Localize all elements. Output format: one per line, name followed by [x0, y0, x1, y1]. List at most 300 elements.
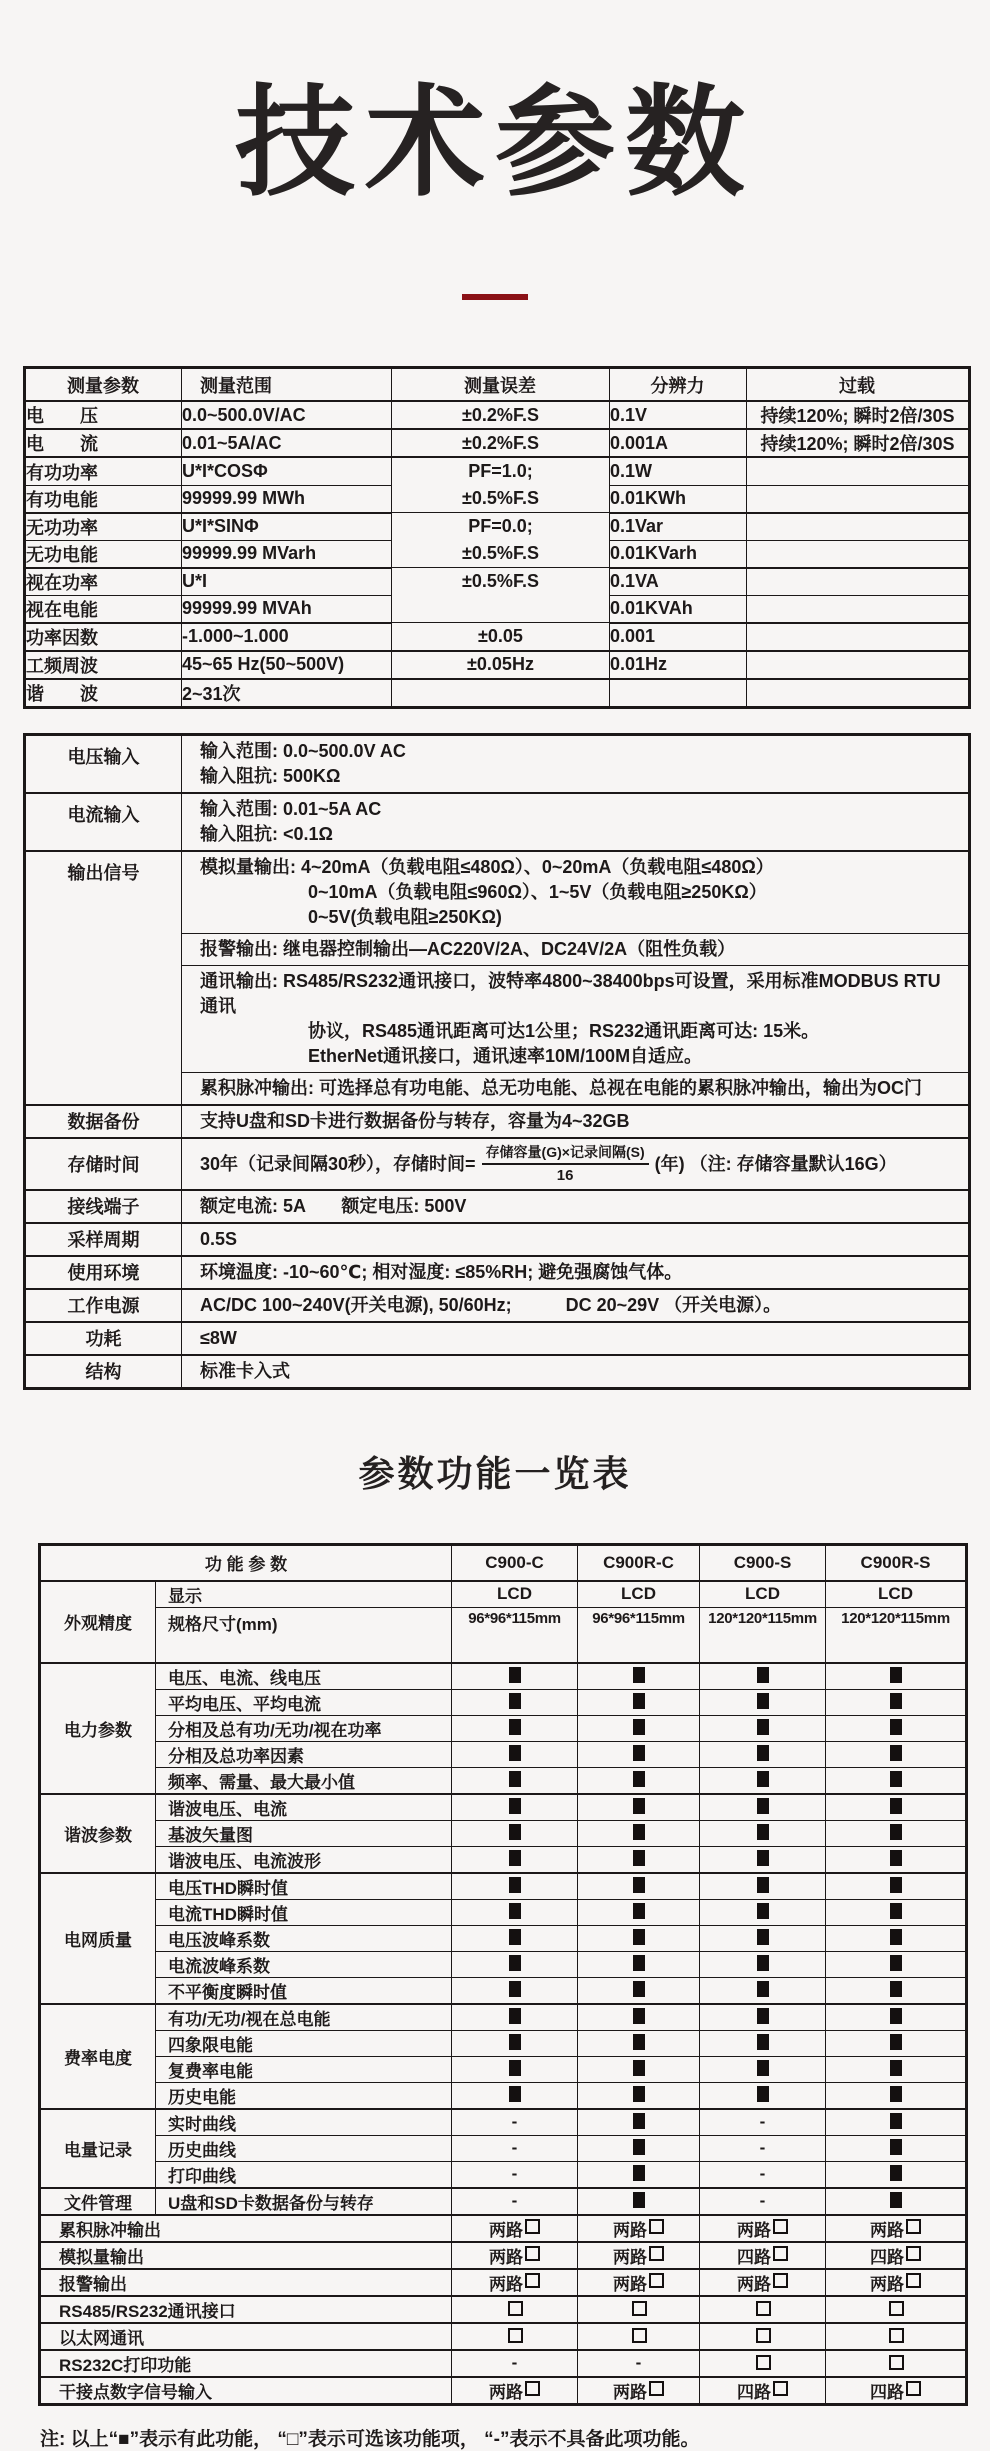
filled-square-icon [890, 1955, 902, 1971]
feature-mark-cell [700, 2056, 826, 2082]
feature-mark-cell: LCD [452, 1581, 578, 1608]
mark-label: 两路 [870, 2274, 905, 2294]
page-title: 技术参数 [235, 76, 755, 210]
feature-mark-cell [578, 1873, 700, 1900]
feature-mark-cell [700, 1767, 826, 1794]
mark-label: 两路 [489, 2220, 524, 2240]
filled-square-icon [757, 1903, 769, 1919]
spec-line: 输入范围: 0.01~5A AC [200, 798, 382, 819]
feature-mark-cell [826, 2056, 967, 2082]
filled-square-icon [757, 1877, 769, 1893]
spec-content-cell [182, 1105, 970, 1138]
table-row [40, 1715, 967, 1741]
feature-mark-cell [826, 2004, 967, 2031]
feature-mark-cell [578, 2056, 700, 2082]
col-header-overload: 过载 [747, 368, 970, 402]
table-row [40, 1925, 967, 1951]
feature-mark-cell [452, 2082, 578, 2109]
filled-square-icon [633, 2008, 645, 2024]
feature-label-cell: 电流波峰系数 [156, 1951, 452, 1977]
cell-res: 0.01KWh [610, 485, 747, 513]
spec-line: 额定电流: 5A 额定电压: 500V [200, 1195, 467, 1216]
filled-square-icon [890, 2165, 902, 2181]
filled-square-icon [509, 1771, 521, 1787]
filled-square-icon [509, 1981, 521, 1997]
feature-mark-cell: - [452, 2135, 578, 2161]
spec-line: 环境温度: -10~60℃; 相对湿度: ≤85%RH; 避免强腐蚀气体。 [200, 1261, 683, 1282]
filled-square-icon [509, 1903, 521, 1919]
spec-label-cell: 采样周期 [25, 1223, 182, 1256]
filled-square-icon [890, 1667, 902, 1683]
filled-square-icon [890, 2113, 902, 2129]
cell-err: ±0.2%F.S [392, 401, 610, 429]
cell-res [610, 679, 747, 708]
feature-mark-cell [578, 1846, 700, 1873]
cell-ovl [747, 595, 970, 623]
filled-square-icon [757, 2008, 769, 2024]
feature-mark-cell [578, 2161, 700, 2188]
feature-mark-cell [578, 1951, 700, 1977]
group-label-cell: 电力参数 [40, 1663, 156, 1794]
filled-square-icon [757, 1981, 769, 1997]
feature-mark-cell [700, 1925, 826, 1951]
feature-label-cell: U盘和SD卡数据备份与转存 [156, 2188, 452, 2215]
filled-square-icon [509, 2008, 521, 2024]
table-row [40, 1767, 967, 1794]
open-square-icon [525, 2381, 540, 2396]
spec-line: 输入范围: 0.0~500.0V AC [200, 740, 406, 761]
table-row [25, 679, 970, 708]
feature-mark-cell [700, 1689, 826, 1715]
feature-mark-cell: LCD [826, 1581, 967, 1608]
filled-square-icon [509, 2060, 521, 2076]
feature-mark-cell [700, 2377, 826, 2405]
open-square-icon [756, 2328, 771, 2343]
feature-mark-cell [826, 1767, 967, 1794]
table-row [40, 2188, 967, 2215]
feature-label-cell: 复费率电能 [156, 2056, 452, 2082]
feature-mark-cell [578, 2269, 700, 2296]
feature-mark-cell [452, 1663, 578, 1690]
cell-param: 视在电能 [25, 595, 182, 623]
spec-line: 输入阻抗: <0.1Ω [200, 823, 333, 844]
cell-res: 0.001 [610, 623, 747, 651]
filled-square-icon [633, 2086, 645, 2102]
model-col-header: C900R-S [826, 1544, 967, 1581]
cell-range: -1.000~1.000 [182, 623, 392, 651]
filled-square-icon [890, 2139, 902, 2155]
group-label-cell: 电网质量 [40, 1873, 156, 2004]
feature-mark-cell [452, 2215, 578, 2242]
filled-square-icon [633, 1745, 645, 1761]
table-row [40, 2030, 967, 2056]
cell-res: 0.1Var [610, 513, 747, 541]
cell-res: 0.1V [610, 401, 747, 429]
merged-line: ±0.5%F.S [462, 488, 539, 509]
filled-square-icon [633, 1903, 645, 1919]
table-row [25, 734, 970, 793]
cell-err: ±0.05Hz [392, 651, 610, 679]
open-square-icon [889, 2301, 904, 2316]
open-square-icon [889, 2355, 904, 2370]
open-square-icon [906, 2219, 921, 2234]
feature-mark-cell [826, 2215, 967, 2242]
feature-label-cell: 模拟量输出 [40, 2242, 452, 2269]
cell-param: 功率因数 [25, 623, 182, 651]
open-square-icon [508, 2328, 523, 2343]
cell-param: 谐 波 [25, 679, 182, 708]
cell-ovl [747, 540, 970, 568]
feature-mark-cell: 120*120*115mm [700, 1607, 826, 1663]
cell-res: 0.001A [610, 429, 747, 457]
table-row [25, 651, 970, 679]
cell-ovl [747, 513, 970, 541]
feature-mark-cell: - [578, 2350, 700, 2377]
feature-mark-cell [578, 1820, 700, 1846]
feature-mark-cell [578, 1741, 700, 1767]
open-square-icon [525, 2246, 540, 2261]
filled-square-icon [890, 1798, 902, 1814]
feature-label-cell: 谐波电压、电流波形 [156, 1846, 452, 1873]
feature-mark-cell [452, 2004, 578, 2031]
spec-content-cell [182, 965, 970, 1072]
feature-mark-cell [700, 1951, 826, 1977]
spec-content-cell [182, 933, 970, 965]
open-square-icon [649, 2381, 664, 2396]
feature-mark-cell [700, 1899, 826, 1925]
feature-mark-cell [452, 2030, 578, 2056]
filled-square-icon [633, 1798, 645, 1814]
feature-mark-cell [452, 1689, 578, 1715]
filled-square-icon [890, 1824, 902, 1840]
table-row [40, 2109, 967, 2136]
spec-label-cell: 数据备份 [25, 1105, 182, 1138]
cell-range: 99999.99 MVAh [182, 595, 392, 623]
filled-square-icon [890, 1877, 902, 1893]
model-col-header: C900-S [700, 1544, 826, 1581]
feature-label-cell: 实时曲线 [156, 2109, 452, 2136]
feature-mark-cell [826, 2082, 967, 2109]
feature-mark-cell [826, 2350, 967, 2377]
filled-square-icon [890, 1745, 902, 1761]
feature-mark-cell [452, 1846, 578, 1873]
cell-range: U*I [182, 568, 392, 596]
cell-res: 0.1VA [610, 568, 747, 596]
open-square-icon [906, 2381, 921, 2396]
feature-mark-cell [700, 2215, 826, 2242]
filled-square-icon [633, 2113, 645, 2129]
mark-label: 四路 [737, 2247, 772, 2267]
filled-square-icon [633, 2165, 645, 2181]
cell-res: 0.01KVarh [610, 540, 747, 568]
cell-param: 工频周波 [25, 651, 182, 679]
table-row [40, 2161, 967, 2188]
filled-square-icon [633, 1719, 645, 1735]
table-row [40, 1977, 967, 2004]
feature-label-cell: 历史电能 [156, 2082, 452, 2109]
feature-label-cell: 打印曲线 [156, 2161, 452, 2188]
feature-mark-cell [452, 1925, 578, 1951]
feature-label-cell: 谐波电压、电流 [156, 1794, 452, 1821]
feature-mark-cell [826, 1873, 967, 1900]
filled-square-icon [890, 2034, 902, 2050]
feature-label-cell: 电压THD瞬时值 [156, 1873, 452, 1900]
feature-mark-cell [826, 2161, 967, 2188]
filled-square-icon [757, 2034, 769, 2050]
feature-mark-cell [700, 2030, 826, 2056]
feature-mark-cell [578, 1663, 700, 1690]
spec-content-cell [182, 734, 970, 793]
filled-square-icon [757, 1693, 769, 1709]
cell-err [392, 568, 610, 623]
feature-mark-cell [578, 1794, 700, 1821]
filled-square-icon [890, 2192, 902, 2208]
open-square-icon [649, 2219, 664, 2234]
table-row [25, 851, 970, 934]
cell-ovl [747, 568, 970, 596]
cell-err [392, 513, 610, 568]
table-row [25, 1256, 970, 1289]
filled-square-icon [633, 2060, 645, 2076]
open-square-icon [773, 2219, 788, 2234]
feature-mark-cell: - [452, 2350, 578, 2377]
filled-square-icon [633, 2192, 645, 2208]
table-row [25, 1105, 970, 1138]
filled-square-icon [509, 1719, 521, 1735]
feature-mark-cell [826, 2269, 967, 2296]
feature-mark-cell [700, 1741, 826, 1767]
filled-square-icon [509, 2086, 521, 2102]
spec-label-cell: 工作电源 [25, 1289, 182, 1322]
fraction-numerator: 存储容量(G)×记录间隔(S) [482, 1142, 649, 1165]
table-row [25, 401, 970, 429]
merged-line: PF=0.0; [468, 516, 533, 537]
filled-square-icon [633, 2139, 645, 2155]
table-row [25, 1223, 970, 1256]
feature-mark-cell: - [700, 2188, 826, 2215]
merged-line: ±0.5%F.S [462, 571, 539, 592]
feature-label-cell: 分相及总有功/无功/视在功率 [156, 1715, 452, 1741]
group-label-cell: 文件管理 [40, 2188, 156, 2215]
feature-mark-cell [700, 2082, 826, 2109]
filled-square-icon [890, 2086, 902, 2102]
table-row [40, 2004, 967, 2031]
feature-mark-cell [826, 2323, 967, 2350]
cell-ovl [747, 457, 970, 485]
mark-label: 两路 [613, 2220, 648, 2240]
open-square-icon [906, 2273, 921, 2288]
cell-range: 99999.99 MVarh [182, 540, 392, 568]
group-label-cell: 电量记录 [40, 2109, 156, 2188]
table-row [40, 1820, 967, 1846]
feature-mark-cell [578, 2296, 700, 2323]
spec-line: 0~10mA（负载电阻≤960Ω）、1~5V（负载电阻≥250KΩ） [308, 881, 767, 902]
feature-mark-cell [826, 2242, 967, 2269]
feature-label-cell: 报警输出 [40, 2269, 452, 2296]
mark-label: 两路 [489, 2274, 524, 2294]
table-row [40, 1794, 967, 1821]
cell-range: U*I*SINΦ [182, 513, 392, 541]
open-square-icon [773, 2381, 788, 2396]
table-row [40, 2056, 967, 2082]
open-square-icon [649, 2273, 664, 2288]
filled-square-icon [757, 1824, 769, 1840]
filled-square-icon [633, 2034, 645, 2050]
table-header-row [25, 368, 970, 402]
filled-square-icon [509, 1850, 521, 1866]
feature-mark-cell [826, 1977, 967, 2004]
table-row [40, 2215, 967, 2242]
open-square-icon [649, 2246, 664, 2261]
table-row [40, 1846, 967, 1873]
mark-label: 四路 [870, 2247, 905, 2267]
filled-square-icon [509, 1667, 521, 1683]
cell-res: 0.01KVAh [610, 595, 747, 623]
table-row [40, 2242, 967, 2269]
group-label-cell: 费率电度 [40, 2004, 156, 2109]
table-row [40, 1873, 967, 1900]
spec-line: AC/DC 100~240V(开关电源), 50/60Hz; DC 20~29V （开关电源）。 [200, 1294, 782, 1315]
feature-mark-cell [452, 2296, 578, 2323]
filled-square-icon [890, 1981, 902, 1997]
col-header-resolution: 分辨力 [610, 368, 747, 402]
mark-label: 两路 [613, 2382, 648, 2402]
cell-range: 2~31次 [182, 679, 392, 708]
filled-square-icon [509, 1929, 521, 1945]
feature-mark-cell [578, 1689, 700, 1715]
filled-square-icon [890, 1903, 902, 1919]
feature-label-cell: 有功/无功/视在总电能 [156, 2004, 452, 2031]
feature-mark-cell [700, 1873, 826, 1900]
spec-content-cell [182, 1190, 970, 1223]
spec-content-cell [182, 1289, 970, 1322]
table-row [40, 1741, 967, 1767]
cell-param: 有功电能 [25, 485, 182, 513]
feature-mark-cell [826, 2135, 967, 2161]
spec-label-cell: 功耗 [25, 1322, 182, 1355]
mark-label: 两路 [613, 2274, 648, 2294]
filled-square-icon [633, 1693, 645, 1709]
feature-mark-cell [700, 2323, 826, 2350]
feature-mark-cell [452, 1951, 578, 1977]
open-square-icon [756, 2355, 771, 2370]
cell-range: 99999.99 MWh [182, 485, 392, 513]
mark-label: 四路 [737, 2382, 772, 2402]
cell-ovl [747, 679, 970, 708]
feature-mark-cell [578, 2109, 700, 2136]
cell-ovl: 持续120%; 瞬时2倍/30S [747, 401, 970, 429]
table-row [25, 793, 970, 851]
feature-label-cell: 电压、电流、线电压 [156, 1663, 452, 1690]
feature-mark-cell [452, 2377, 578, 2405]
feature-mark-cell [578, 1899, 700, 1925]
feature-label-cell: 基波矢量图 [156, 1820, 452, 1846]
feature-mark-cell [452, 1820, 578, 1846]
feature-label-cell: 电流THD瞬时值 [156, 1899, 452, 1925]
title-divider [462, 294, 528, 300]
merged-line: PF=1.0; [468, 461, 533, 482]
col-header-param: 测量参数 [25, 368, 182, 402]
filled-square-icon [757, 2086, 769, 2102]
feature-mark-cell [700, 2350, 826, 2377]
feature-mark-cell: - [700, 2135, 826, 2161]
cell-ovl [747, 485, 970, 513]
filled-square-icon [757, 1667, 769, 1683]
filled-square-icon [633, 1771, 645, 1787]
col-header-error: 测量误差 [392, 368, 610, 402]
feature-mark-cell [826, 1846, 967, 1873]
table-row [25, 513, 970, 541]
io-spec-table [23, 733, 971, 1390]
feature-mark-cell [826, 2377, 967, 2405]
spec-line: 模拟量输出: 4~20mA（负载电阻≤480Ω）、0~20mA（负载电阻≤480Ω） [200, 856, 774, 877]
spec-content-cell [182, 1138, 970, 1190]
feature-label-cell: 不平衡度瞬时值 [156, 1977, 452, 2004]
filled-square-icon [633, 1877, 645, 1893]
table-row [25, 457, 970, 485]
feature-mark-cell [826, 1689, 967, 1715]
open-square-icon [632, 2301, 647, 2316]
feature-mark-cell [826, 2188, 967, 2215]
feature-mark-cell [826, 1951, 967, 1977]
feature-mark-cell: - [700, 2109, 826, 2136]
table-header-row [40, 1544, 967, 1581]
feature-mark-cell [452, 1767, 578, 1794]
table-row [40, 2377, 967, 2405]
feature-mark-cell [826, 2030, 967, 2056]
spec-label-cell: 结构 [25, 1355, 182, 1389]
open-square-icon [632, 2328, 647, 2343]
feature-mark-cell [700, 2269, 826, 2296]
filled-square-icon [890, 2008, 902, 2024]
spec-line: 报警输出: 继电器控制输出—AC220V/2A、DC24V/2A（阻性负载） [200, 938, 736, 959]
filled-square-icon [509, 1955, 521, 1971]
feature-mark-cell: LCD [700, 1581, 826, 1608]
filled-square-icon [633, 1667, 645, 1683]
cell-range: U*I*COSΦ [182, 457, 392, 485]
storage-formula [200, 1142, 956, 1186]
cell-ovl: 持续120%; 瞬时2倍/30S [747, 429, 970, 457]
mark-label: 两路 [489, 2382, 524, 2402]
fraction-denominator: 16 [556, 1166, 574, 1184]
filled-square-icon [890, 1771, 902, 1787]
spec-line: 0.5S [200, 1228, 238, 1249]
feature-mark-cell [700, 2004, 826, 2031]
filled-square-icon [757, 1850, 769, 1866]
cell-param: 视在功率 [25, 568, 182, 596]
feature-mark-cell [578, 2004, 700, 2031]
formula-text: 30年（记录间隔30秒），存储时间= [200, 1153, 476, 1174]
cell-err: ±0.2%F.S [392, 429, 610, 457]
filled-square-icon [509, 1745, 521, 1761]
filled-square-icon [757, 1929, 769, 1945]
cell-range: 0.0~500.0V/AC [182, 401, 392, 429]
feature-label-cell: 电压波峰系数 [156, 1925, 452, 1951]
cell-param: 无功电能 [25, 540, 182, 568]
feature-label-cell: 频率、需量、最大最小值 [156, 1767, 452, 1794]
table-row [40, 1951, 967, 1977]
feature-mark-cell [578, 1925, 700, 1951]
table-row [40, 2135, 967, 2161]
filled-square-icon [757, 1719, 769, 1735]
table-row [40, 1663, 967, 1690]
feature-mark-cell: 120*120*115mm [826, 1607, 967, 1663]
feature-mark-cell [700, 1715, 826, 1741]
spec-content-cell [182, 1322, 970, 1355]
section-title: 参数功能一览表 [358, 1452, 632, 1494]
feature-mark-cell: LCD [578, 1581, 700, 1608]
cell-res: 0.01Hz [610, 651, 747, 679]
